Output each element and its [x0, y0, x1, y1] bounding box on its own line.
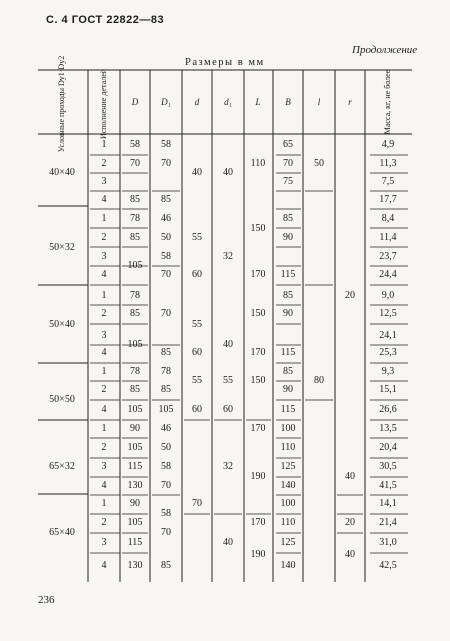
cell-B: 115 — [280, 347, 296, 358]
cell-L: 170 — [250, 269, 266, 280]
cell-variant: 4 — [101, 404, 107, 415]
cell-D1: 46 — [161, 213, 171, 224]
cell-mass: 9,3 — [381, 366, 395, 377]
cell-D1: 50 — [161, 232, 171, 243]
cell-mass: 21,4 — [379, 517, 397, 528]
cell-d: 55 — [192, 319, 202, 330]
cell-r: 40 — [345, 548, 355, 560]
cell-B: 65 — [283, 139, 293, 150]
cell-mass: 14,1 — [379, 498, 397, 509]
cell-D: 85 — [130, 194, 140, 205]
header-passage: Условные проходы Dy1·Dy2 — [56, 55, 66, 153]
cell-variant: 1 — [101, 139, 107, 150]
cell-B: 85 — [283, 213, 293, 224]
cell-L: 110 — [250, 158, 266, 169]
cell-mass: 23,7 — [379, 251, 397, 262]
cell-group: 50×32 — [49, 241, 75, 253]
cell-D1: 58 — [161, 251, 171, 262]
cell-D: 90 — [130, 423, 140, 434]
cell-mass: 24,1 — [379, 330, 397, 341]
cell-L: 150 — [250, 375, 266, 386]
cell-L: 170 — [250, 517, 266, 528]
cell-L: 170 — [250, 423, 266, 434]
cell-L: 150 — [250, 222, 266, 234]
cell-variant: 2 — [101, 232, 107, 243]
cell-r: 40 — [345, 470, 355, 482]
cell-B: 90 — [283, 384, 293, 395]
cell-mass: 15,1 — [379, 384, 397, 395]
cell-D: 70 — [130, 158, 140, 169]
cell-B: 140 — [280, 560, 296, 571]
cell-D: 58 — [130, 139, 140, 150]
cell-mass: 13,5 — [379, 423, 397, 434]
cell-mass: 31,0 — [379, 537, 397, 548]
cell-D1: 50 — [161, 442, 171, 453]
cell-mass: 11,4 — [379, 232, 397, 243]
cell-D: 85 — [130, 384, 140, 395]
cell-variant: 1 — [101, 213, 107, 224]
cell-l: 80 — [314, 375, 324, 386]
cell-d: 60 — [192, 404, 202, 415]
cell-variant: 2 — [101, 308, 107, 319]
cell-D: 105 — [127, 404, 143, 415]
cell-D: 78 — [130, 213, 140, 224]
cell-D: 85 — [130, 232, 140, 243]
page-header: С. 4 ГОСТ 22822—83 — [46, 14, 165, 26]
cell-variant: 2 — [101, 517, 107, 528]
cell-variant: 2 — [101, 442, 107, 453]
cell-B: 90 — [283, 232, 293, 243]
cell-d: 55 — [192, 375, 202, 386]
header-mass: Масса, кг, не более — [382, 69, 392, 135]
cell-D: 105 — [127, 260, 143, 271]
header-l: l — [317, 97, 321, 107]
cell-L: 150 — [250, 308, 266, 319]
header-L: L — [255, 97, 261, 107]
cell-variant: 1 — [101, 290, 107, 301]
cell-mass: 9,0 — [381, 290, 395, 301]
cell-mass: 12,5 — [379, 308, 397, 319]
cell-mass: 41,5 — [379, 480, 397, 491]
header-D1: D₁ — [161, 97, 171, 107]
cell-B: 110 — [280, 442, 296, 453]
cell-mass: 25,3 — [379, 347, 397, 358]
cell-mass: 11,3 — [379, 158, 397, 169]
cell-D: 105 — [127, 442, 143, 453]
continuation-label: Продолжение — [352, 44, 418, 56]
cell-variant: 4 — [101, 480, 107, 491]
cell-group: 40×40 — [49, 167, 75, 178]
cell-mass: 26,6 — [379, 404, 397, 415]
cell-D: 105 — [127, 517, 143, 528]
cell-B: 110 — [280, 517, 296, 528]
cell-d1: 60 — [223, 404, 233, 415]
cell-B: 90 — [283, 308, 293, 319]
cell-l: 50 — [314, 158, 324, 169]
cell-L: 190 — [250, 470, 266, 482]
cell-D: 85 — [130, 308, 140, 319]
cell-D1: 58 — [161, 139, 171, 150]
cell-B: 100 — [280, 423, 296, 434]
cell-B: 125 — [280, 461, 296, 472]
cell-B: 75 — [283, 176, 293, 187]
header-r: r — [348, 97, 352, 107]
cell-D1: 85 — [161, 347, 171, 358]
header-d1: d₁ — [224, 97, 232, 107]
cell-group: 65×40 — [49, 527, 75, 538]
cell-mass: 30,5 — [379, 461, 397, 472]
cell-B: 115 — [280, 269, 296, 280]
cell-d1: 40 — [223, 537, 233, 548]
cell-B: 70 — [283, 158, 293, 169]
cell-variant: 3 — [101, 537, 107, 548]
cell-L: 190 — [250, 548, 266, 560]
page-number: 236 — [38, 594, 55, 606]
header-d: d — [194, 97, 200, 107]
cell-D1: 58 — [161, 507, 171, 519]
cell-variant: 2 — [101, 158, 107, 169]
cell-d: 60 — [192, 347, 202, 358]
cell-d: 40 — [192, 167, 202, 178]
cell-r: 20 — [345, 517, 355, 528]
cell-variant: 3 — [101, 251, 107, 262]
cell-L: 170 — [250, 347, 266, 358]
cell-D1: 46 — [161, 423, 171, 434]
cell-B: 85 — [283, 366, 293, 377]
cell-mass: 4,9 — [381, 139, 395, 150]
cell-d1: 40 — [223, 167, 233, 178]
cell-mass: 7,5 — [381, 176, 395, 187]
cell-d: 70 — [192, 498, 202, 509]
cell-variant: 1 — [101, 366, 107, 377]
cell-variant: 3 — [101, 461, 107, 472]
cell-group: 65×32 — [49, 461, 75, 472]
cell-B: 100 — [280, 498, 296, 509]
cell-mass: 8,4 — [381, 213, 395, 224]
cell-d1: 32 — [223, 461, 233, 472]
cell-D: 78 — [130, 290, 140, 301]
cell-B: 115 — [280, 404, 296, 415]
cell-d1: 55 — [223, 375, 233, 386]
cell-D: 78 — [130, 366, 140, 377]
cell-D1: 58 — [161, 461, 171, 472]
cell-mass: 20,4 — [379, 442, 397, 453]
header-B: B — [285, 97, 291, 107]
cell-variant: 1 — [101, 498, 107, 509]
cell-D1: 78 — [161, 366, 171, 377]
cell-variant: 1 — [101, 423, 107, 434]
cell-D: 130 — [127, 560, 143, 571]
cell-variant: 4 — [101, 560, 107, 571]
cell-D1: 70 — [161, 269, 171, 280]
header-D: D — [131, 97, 139, 107]
cell-variant: 4 — [101, 347, 107, 358]
cell-mass: 42,5 — [379, 560, 397, 571]
cell-variant: 3 — [101, 330, 107, 341]
header-variant: Исполнение деталей — [98, 68, 108, 140]
cell-d1: 32 — [223, 251, 233, 262]
cell-D: 115 — [127, 537, 143, 548]
cell-D: 130 — [127, 480, 143, 491]
cell-B: 125 — [280, 537, 296, 548]
cell-d: 60 — [192, 269, 202, 280]
cell-D: 115 — [127, 461, 143, 472]
cell-r: 20 — [345, 290, 355, 301]
cell-D: 105 — [127, 338, 143, 350]
cell-d: 55 — [192, 232, 202, 243]
cell-D: 90 — [130, 498, 140, 509]
cell-group: 50×50 — [49, 394, 75, 405]
cell-mass: 24,4 — [379, 269, 397, 280]
cell-D1: 70 — [161, 308, 171, 319]
cell-variant: 4 — [101, 194, 107, 205]
cell-D1: 85 — [161, 194, 171, 205]
cell-D1: 85 — [161, 560, 171, 571]
cell-d1: 40 — [223, 338, 233, 350]
cell-group: 50×40 — [49, 319, 75, 330]
cell-D1: 85 — [161, 384, 171, 395]
cell-B: 85 — [283, 290, 293, 301]
cell-B: 140 — [280, 480, 296, 491]
dimensions-caption: Размеры в мм — [185, 57, 265, 68]
cell-variant: 4 — [101, 269, 107, 280]
cell-variant: 2 — [101, 384, 107, 395]
cell-mass: 17,7 — [379, 194, 397, 205]
cell-D1: 70 — [161, 527, 171, 538]
cell-variant: 3 — [101, 176, 107, 187]
cell-D1: 70 — [161, 158, 171, 169]
cell-D1: 70 — [161, 480, 171, 491]
cell-D1: 105 — [158, 404, 174, 415]
